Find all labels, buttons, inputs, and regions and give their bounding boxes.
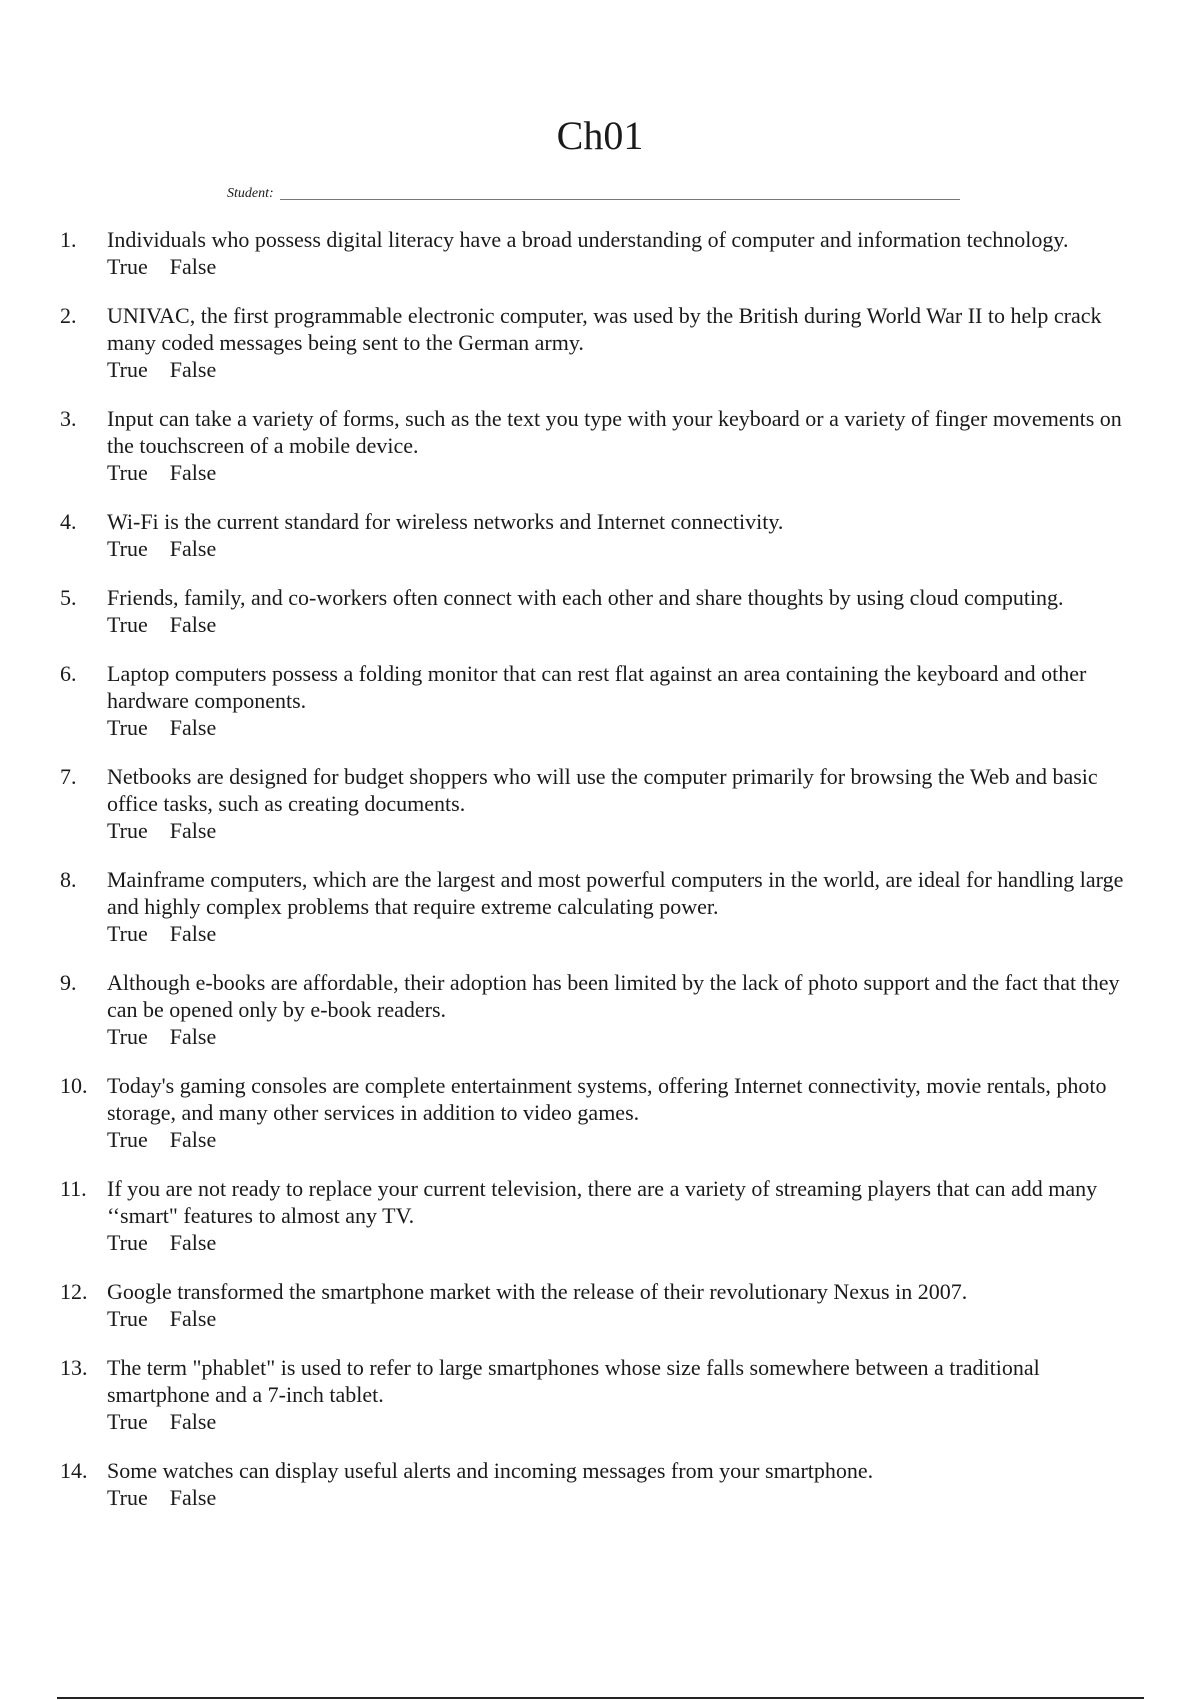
question-body	[107, 584, 1140, 638]
option-true[interactable]: True	[107, 1409, 148, 1434]
question-number: 11.	[60, 1176, 87, 1201]
question-text: The term "phablet" is used to refer to large smartphones whose size falls somewhere between a traditional smartphone and a 7-inch tablet.	[107, 1355, 1040, 1407]
question-body	[107, 1457, 1140, 1511]
question-item	[60, 763, 1140, 844]
question-item	[60, 508, 1140, 562]
true-false-options	[107, 1484, 1140, 1511]
option-true[interactable]: True	[107, 818, 148, 843]
option-true[interactable]: True	[107, 715, 148, 740]
option-false[interactable]: False	[169, 254, 217, 279]
question-number: 1.	[60, 227, 77, 252]
student-label: Student:	[227, 186, 274, 201]
question-item	[60, 969, 1140, 1050]
question-body	[107, 660, 1140, 741]
option-true[interactable]: True	[107, 460, 148, 485]
question-body	[107, 1175, 1140, 1256]
option-false[interactable]: False	[169, 1230, 217, 1255]
question-number: 2.	[60, 303, 77, 328]
question-item	[60, 584, 1140, 638]
true-false-options	[107, 1229, 1140, 1256]
option-false[interactable]: False	[169, 1024, 217, 1049]
question-item	[60, 1278, 1140, 1332]
question-body	[107, 508, 1140, 562]
question-item	[60, 1072, 1140, 1153]
question-text: Some watches can display useful alerts and incoming messages from your smartphone.	[107, 1458, 874, 1483]
question-number: 7.	[60, 764, 77, 789]
question-item	[60, 1175, 1140, 1256]
true-false-options	[107, 1305, 1140, 1332]
true-false-options	[107, 1408, 1140, 1435]
question-body	[107, 302, 1140, 383]
option-false[interactable]: False	[169, 1127, 217, 1152]
question-text: Laptop computers possess a folding monitor that can rest flat against an area containing the keyboard and other hardware components.	[107, 661, 1087, 713]
student-name-line	[280, 199, 960, 200]
option-true[interactable]: True	[107, 1024, 148, 1049]
option-false[interactable]: False	[169, 818, 217, 843]
question-body	[107, 763, 1140, 844]
question-number: 12.	[60, 1279, 88, 1304]
option-true[interactable]: True	[107, 254, 148, 279]
question-number: 4.	[60, 509, 77, 534]
question-body	[107, 1278, 1140, 1332]
question-item	[60, 1457, 1140, 1511]
true-false-options	[107, 535, 1140, 562]
option-false[interactable]: False	[169, 460, 217, 485]
question-item	[60, 405, 1140, 486]
option-true[interactable]: True	[107, 536, 148, 561]
question-text: Netbooks are designed for budget shoppers who will use the computer primarily for browsing the Web and basic office tasks, such as creating documents.	[107, 764, 1098, 816]
option-false[interactable]: False	[169, 1409, 217, 1434]
bottom-divider	[57, 1697, 1144, 1699]
question-text: If you are not ready to replace your current television, there are a variety of streaming players that can add many ‘‘smart" features to almost any TV.	[107, 1176, 1098, 1228]
question-body	[107, 226, 1140, 280]
question-number: 14.	[60, 1458, 88, 1483]
option-false[interactable]: False	[169, 1485, 217, 1510]
true-false-options	[107, 253, 1140, 280]
option-true[interactable]: True	[107, 1127, 148, 1152]
question-item	[60, 226, 1140, 280]
true-false-options	[107, 1023, 1140, 1050]
question-text: Individuals who possess digital literacy have a broad understanding of computer and information technology.	[107, 227, 1069, 252]
option-true[interactable]: True	[107, 612, 148, 637]
question-text: Friends, family, and co-workers often connect with each other and share thoughts by using cloud computing.	[107, 585, 1064, 610]
option-false[interactable]: False	[169, 536, 217, 561]
question-number: 3.	[60, 406, 77, 431]
question-item	[60, 1354, 1140, 1435]
true-false-options	[107, 1126, 1140, 1153]
question-text: Input can take a variety of forms, such as the text you type with your keyboard or a variety of finger movements on the touchscreen of a mobile device.	[107, 406, 1122, 458]
true-false-options	[107, 459, 1140, 486]
question-item	[60, 866, 1140, 947]
option-false[interactable]: False	[169, 357, 217, 382]
question-item	[60, 302, 1140, 383]
option-true[interactable]: True	[107, 1306, 148, 1331]
question-text: Wi-Fi is the current standard for wireless networks and Internet connectivity.	[107, 509, 784, 534]
option-true[interactable]: True	[107, 921, 148, 946]
question-text: Mainframe computers, which are the largest and most powerful computers in the world, are ideal for handling large and highly complex problems that require extreme calculating power.	[107, 867, 1124, 919]
option-false[interactable]: False	[169, 1306, 217, 1331]
question-body	[107, 405, 1140, 486]
question-text: Google transformed the smartphone market with the release of their revolutionary Nexus in 2007.	[107, 1279, 968, 1304]
option-true[interactable]: True	[107, 1230, 148, 1255]
option-true[interactable]: True	[107, 357, 148, 382]
true-false-options	[107, 920, 1140, 947]
question-item	[60, 660, 1140, 741]
question-text: UNIVAC, the first programmable electronic computer, was used by the British during World War II to help crack many coded messages being sent to the German army.	[107, 303, 1102, 355]
option-true[interactable]: True	[107, 1485, 148, 1510]
question-body	[107, 1354, 1140, 1435]
true-false-options	[107, 611, 1140, 638]
question-body	[107, 969, 1140, 1050]
question-number: 5.	[60, 585, 77, 610]
true-false-options	[107, 817, 1140, 844]
student-name-row	[227, 186, 960, 202]
question-list	[60, 226, 1140, 1533]
true-false-options	[107, 714, 1140, 741]
question-number: 10.	[60, 1073, 88, 1098]
page-title: Ch01	[556, 113, 644, 158]
question-number: 6.	[60, 661, 77, 686]
question-number: 8.	[60, 867, 77, 892]
question-body	[107, 1072, 1140, 1153]
true-false-options	[107, 356, 1140, 383]
question-number: 13.	[60, 1355, 88, 1380]
question-text: Today's gaming consoles are complete entertainment systems, offering Internet connectivity, movie rentals, photo storage, and many other services in addition to video games.	[107, 1073, 1107, 1125]
option-false[interactable]: False	[169, 715, 217, 740]
option-false[interactable]: False	[169, 612, 217, 637]
question-text: Although e-books are affordable, their adoption has been limited by the lack of photo support and the fact that they can be opened only by e-book readers.	[107, 970, 1120, 1022]
question-body	[107, 866, 1140, 947]
question-number: 9.	[60, 970, 77, 995]
option-false[interactable]: False	[169, 921, 217, 946]
